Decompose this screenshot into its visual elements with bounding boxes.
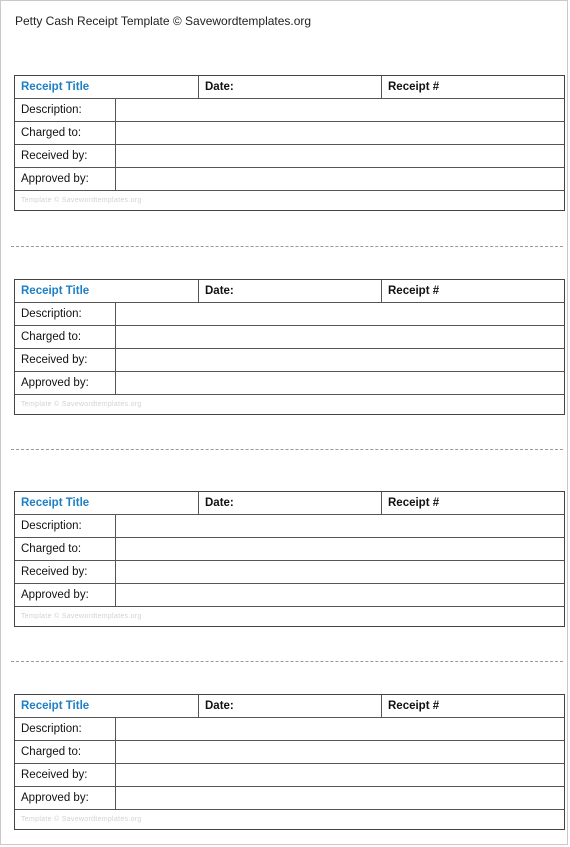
receipt-title-cell[interactable]: Receipt Title	[15, 76, 199, 98]
received-by-row	[15, 764, 564, 787]
date-cell[interactable]: Date:	[199, 695, 382, 717]
received-by-field[interactable]	[116, 145, 564, 167]
description-label: Description:	[15, 303, 116, 325]
approved-by-row	[15, 584, 564, 607]
approved-by-field[interactable]	[116, 787, 564, 809]
approved-by-label: Approved by:	[15, 168, 116, 190]
receipt-number-cell[interactable]: Receipt #	[388, 497, 440, 509]
dashed-cut-line	[11, 449, 563, 450]
received-by-row	[15, 561, 564, 584]
receipt-title-cell[interactable]: Receipt Title	[15, 280, 199, 302]
received-by-label: Received by:	[15, 561, 116, 583]
receipt-number-cell[interactable]: Receipt #	[388, 285, 440, 297]
received-by-field[interactable]	[116, 561, 564, 583]
receipt-header-row	[15, 695, 564, 718]
description-field[interactable]	[116, 515, 564, 537]
receipt-number-cell[interactable]: Receipt #	[388, 81, 440, 93]
description-row	[15, 99, 564, 122]
footer-watermark-text: Template © Savewordtemplates.org	[21, 197, 142, 204]
description-label: Description:	[15, 515, 116, 537]
footer-watermark-text: Template © Savewordtemplates.org	[21, 401, 142, 408]
approved-by-label: Approved by:	[15, 787, 116, 809]
received-by-field[interactable]	[116, 764, 564, 786]
date-cell[interactable]: Date:	[199, 76, 382, 98]
description-field[interactable]	[116, 718, 564, 740]
receipt-footer-row	[15, 395, 564, 414]
approved-by-field[interactable]	[116, 584, 564, 606]
receipt-footer-row	[15, 191, 564, 210]
charged-to-row	[15, 741, 564, 764]
document-title: Petty Cash Receipt Template © Savewordtemplates.org	[15, 14, 312, 28]
description-field[interactable]	[116, 303, 564, 325]
receipt-form	[14, 491, 565, 627]
approved-by-label: Approved by:	[15, 372, 116, 394]
receipt-title-cell[interactable]: Receipt Title	[15, 695, 199, 717]
description-field[interactable]	[116, 99, 564, 121]
description-label: Description:	[15, 99, 116, 121]
receipt-form	[14, 694, 565, 830]
receipt-form	[14, 75, 565, 211]
footer-watermark-text: Template © Savewordtemplates.org	[21, 613, 142, 620]
receipt-form	[14, 279, 565, 415]
approved-by-row	[15, 372, 564, 395]
received-by-row	[15, 349, 564, 372]
charged-to-field[interactable]	[116, 122, 564, 144]
description-label: Description:	[15, 718, 116, 740]
charged-to-row	[15, 538, 564, 561]
receipt-header-row	[15, 492, 564, 515]
charged-to-row	[15, 122, 564, 145]
receipt-footer-row	[15, 810, 564, 829]
footer-watermark-text: Template © Savewordtemplates.org	[21, 816, 142, 823]
approved-by-row	[15, 787, 564, 810]
received-by-row	[15, 145, 564, 168]
date-cell[interactable]: Date:	[199, 280, 382, 302]
received-by-label: Received by:	[15, 145, 116, 167]
receipt-header-row	[15, 280, 564, 303]
dashed-cut-line	[11, 246, 563, 247]
received-by-field[interactable]	[116, 349, 564, 371]
charged-to-row	[15, 326, 564, 349]
dashed-cut-line	[11, 661, 563, 662]
approved-by-field[interactable]	[116, 372, 564, 394]
receipt-title-cell[interactable]: Receipt Title	[15, 492, 199, 514]
date-cell[interactable]: Date:	[199, 492, 382, 514]
description-row	[15, 515, 564, 538]
description-row	[15, 718, 564, 741]
approved-by-label: Approved by:	[15, 584, 116, 606]
received-by-label: Received by:	[15, 349, 116, 371]
charged-to-field[interactable]	[116, 538, 564, 560]
charged-to-field[interactable]	[116, 326, 564, 348]
charged-to-label: Charged to:	[15, 326, 116, 348]
receipt-footer-row	[15, 607, 564, 626]
charged-to-field[interactable]	[116, 741, 564, 763]
charged-to-label: Charged to:	[15, 538, 116, 560]
charged-to-label: Charged to:	[15, 122, 116, 144]
approved-by-row	[15, 168, 564, 191]
received-by-label: Received by:	[15, 764, 116, 786]
approved-by-field[interactable]	[116, 168, 564, 190]
receipt-number-cell[interactable]: Receipt #	[388, 700, 440, 712]
receipt-header-row	[15, 76, 564, 99]
charged-to-label: Charged to:	[15, 741, 116, 763]
description-row	[15, 303, 564, 326]
